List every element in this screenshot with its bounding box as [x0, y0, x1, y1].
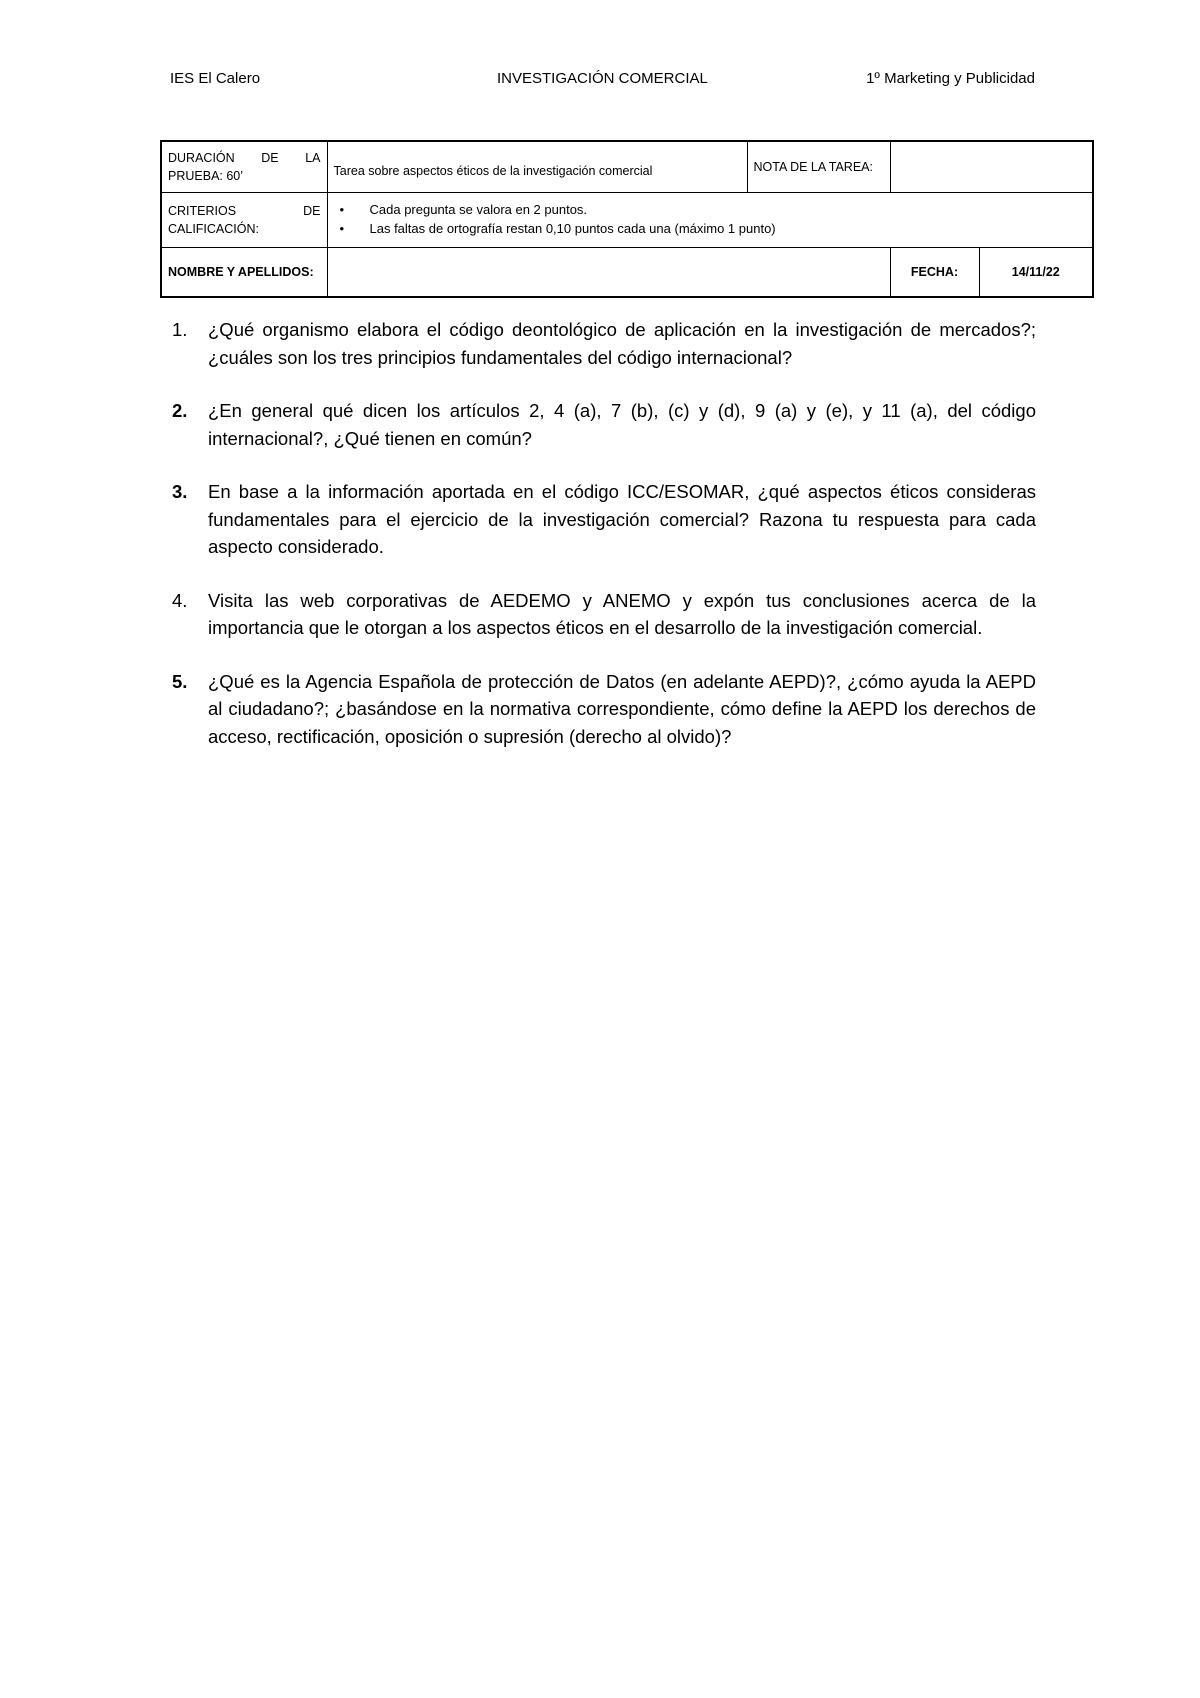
question-list [170, 316, 1036, 776]
exam-info-table [160, 140, 1094, 298]
question-text: Visita las web corporativas de AEDEMO y ANEMO y expón tus conclusiones acerca de la importancia que le otorgan a los aspectos éticos en el desarrollo de la investigación comercial. [208, 589, 1036, 638]
question-number: 1. [172, 319, 188, 340]
question-number: 4. [172, 589, 188, 611]
criteria-item-text: Cada pregunta se valora en 2 puntos. [369, 202, 588, 218]
criteria-cell [327, 193, 1093, 248]
bullet-icon: • [339, 221, 345, 236]
header-course: 1º Marketing y Publicidad [866, 70, 1035, 87]
question-text: ¿Qué es la Agencia Española de protección de Datos (en adelante AEPD)?, ¿cómo ayuda la AEPD al ciudadano?; ¿basándose en la normativa correspondiente, cómo define la AEPD los derechos de acceso, rectificación, oposición o supresión (derecho al olvido)? [208, 670, 1036, 747]
date-value: 14/11/22 [979, 248, 1093, 298]
criteria-item [334, 220, 1087, 239]
info-row-criteria [161, 193, 1093, 248]
question-item [170, 587, 1036, 642]
name-label: NOMBRE Y APELLIDOS: [161, 248, 327, 298]
grade-label: NOTA DE LA TAREA: [747, 141, 890, 193]
header-school: IES El Calero [170, 70, 261, 87]
question-item [170, 478, 1036, 561]
criteria-item [334, 201, 1087, 220]
question-number: 3. [172, 481, 188, 502]
bullet-icon: • [339, 202, 345, 218]
criteria-label: CRITERIOS DE CALIFICACIÓN: [161, 193, 327, 248]
question-number: 2. [172, 400, 188, 421]
name-value [327, 248, 890, 298]
grade-value [890, 141, 1093, 193]
info-row-duration [161, 141, 1093, 193]
question-item [170, 316, 1036, 371]
criteria-item-text: Las faltas de ortografía restan 0,10 puntos cada una (máximo 1 punto) [369, 221, 776, 236]
question-text: ¿Qué organismo elabora el código deontológico de aplicación en la investigación de mercados?; ¿cuáles son los tres principios fundamentales del código internacional? [208, 319, 1036, 368]
question-text: En base a la información aportada en el código ICC/ESOMAR, ¿qué aspectos éticos consideras fundamentales para el ejercicio de la investigación comercial? Razona tu respuesta para cada aspecto considerado. [208, 481, 1036, 557]
question-item [170, 668, 1036, 751]
page-header [170, 70, 1035, 94]
question-text: ¿En general qué dicen los artículos 2, 4 (a), 7 (b), (c) y (d), 9 (a) y (e), y 11 (a), del código internacional?, ¿Qué tienen en común? [208, 400, 1036, 449]
info-row-name [161, 248, 1093, 298]
duration-label: DURACIÓN DE LA PRUEBA: 60’ [161, 141, 327, 193]
header-subject: INVESTIGACIÓN COMERCIAL [497, 70, 708, 87]
criteria-list [334, 201, 1087, 239]
date-label: FECHA: [890, 248, 979, 298]
question-item [170, 397, 1036, 452]
task-title: Tarea sobre aspectos éticos de la investigación comercial [327, 141, 747, 193]
question-number: 5. [172, 670, 188, 692]
